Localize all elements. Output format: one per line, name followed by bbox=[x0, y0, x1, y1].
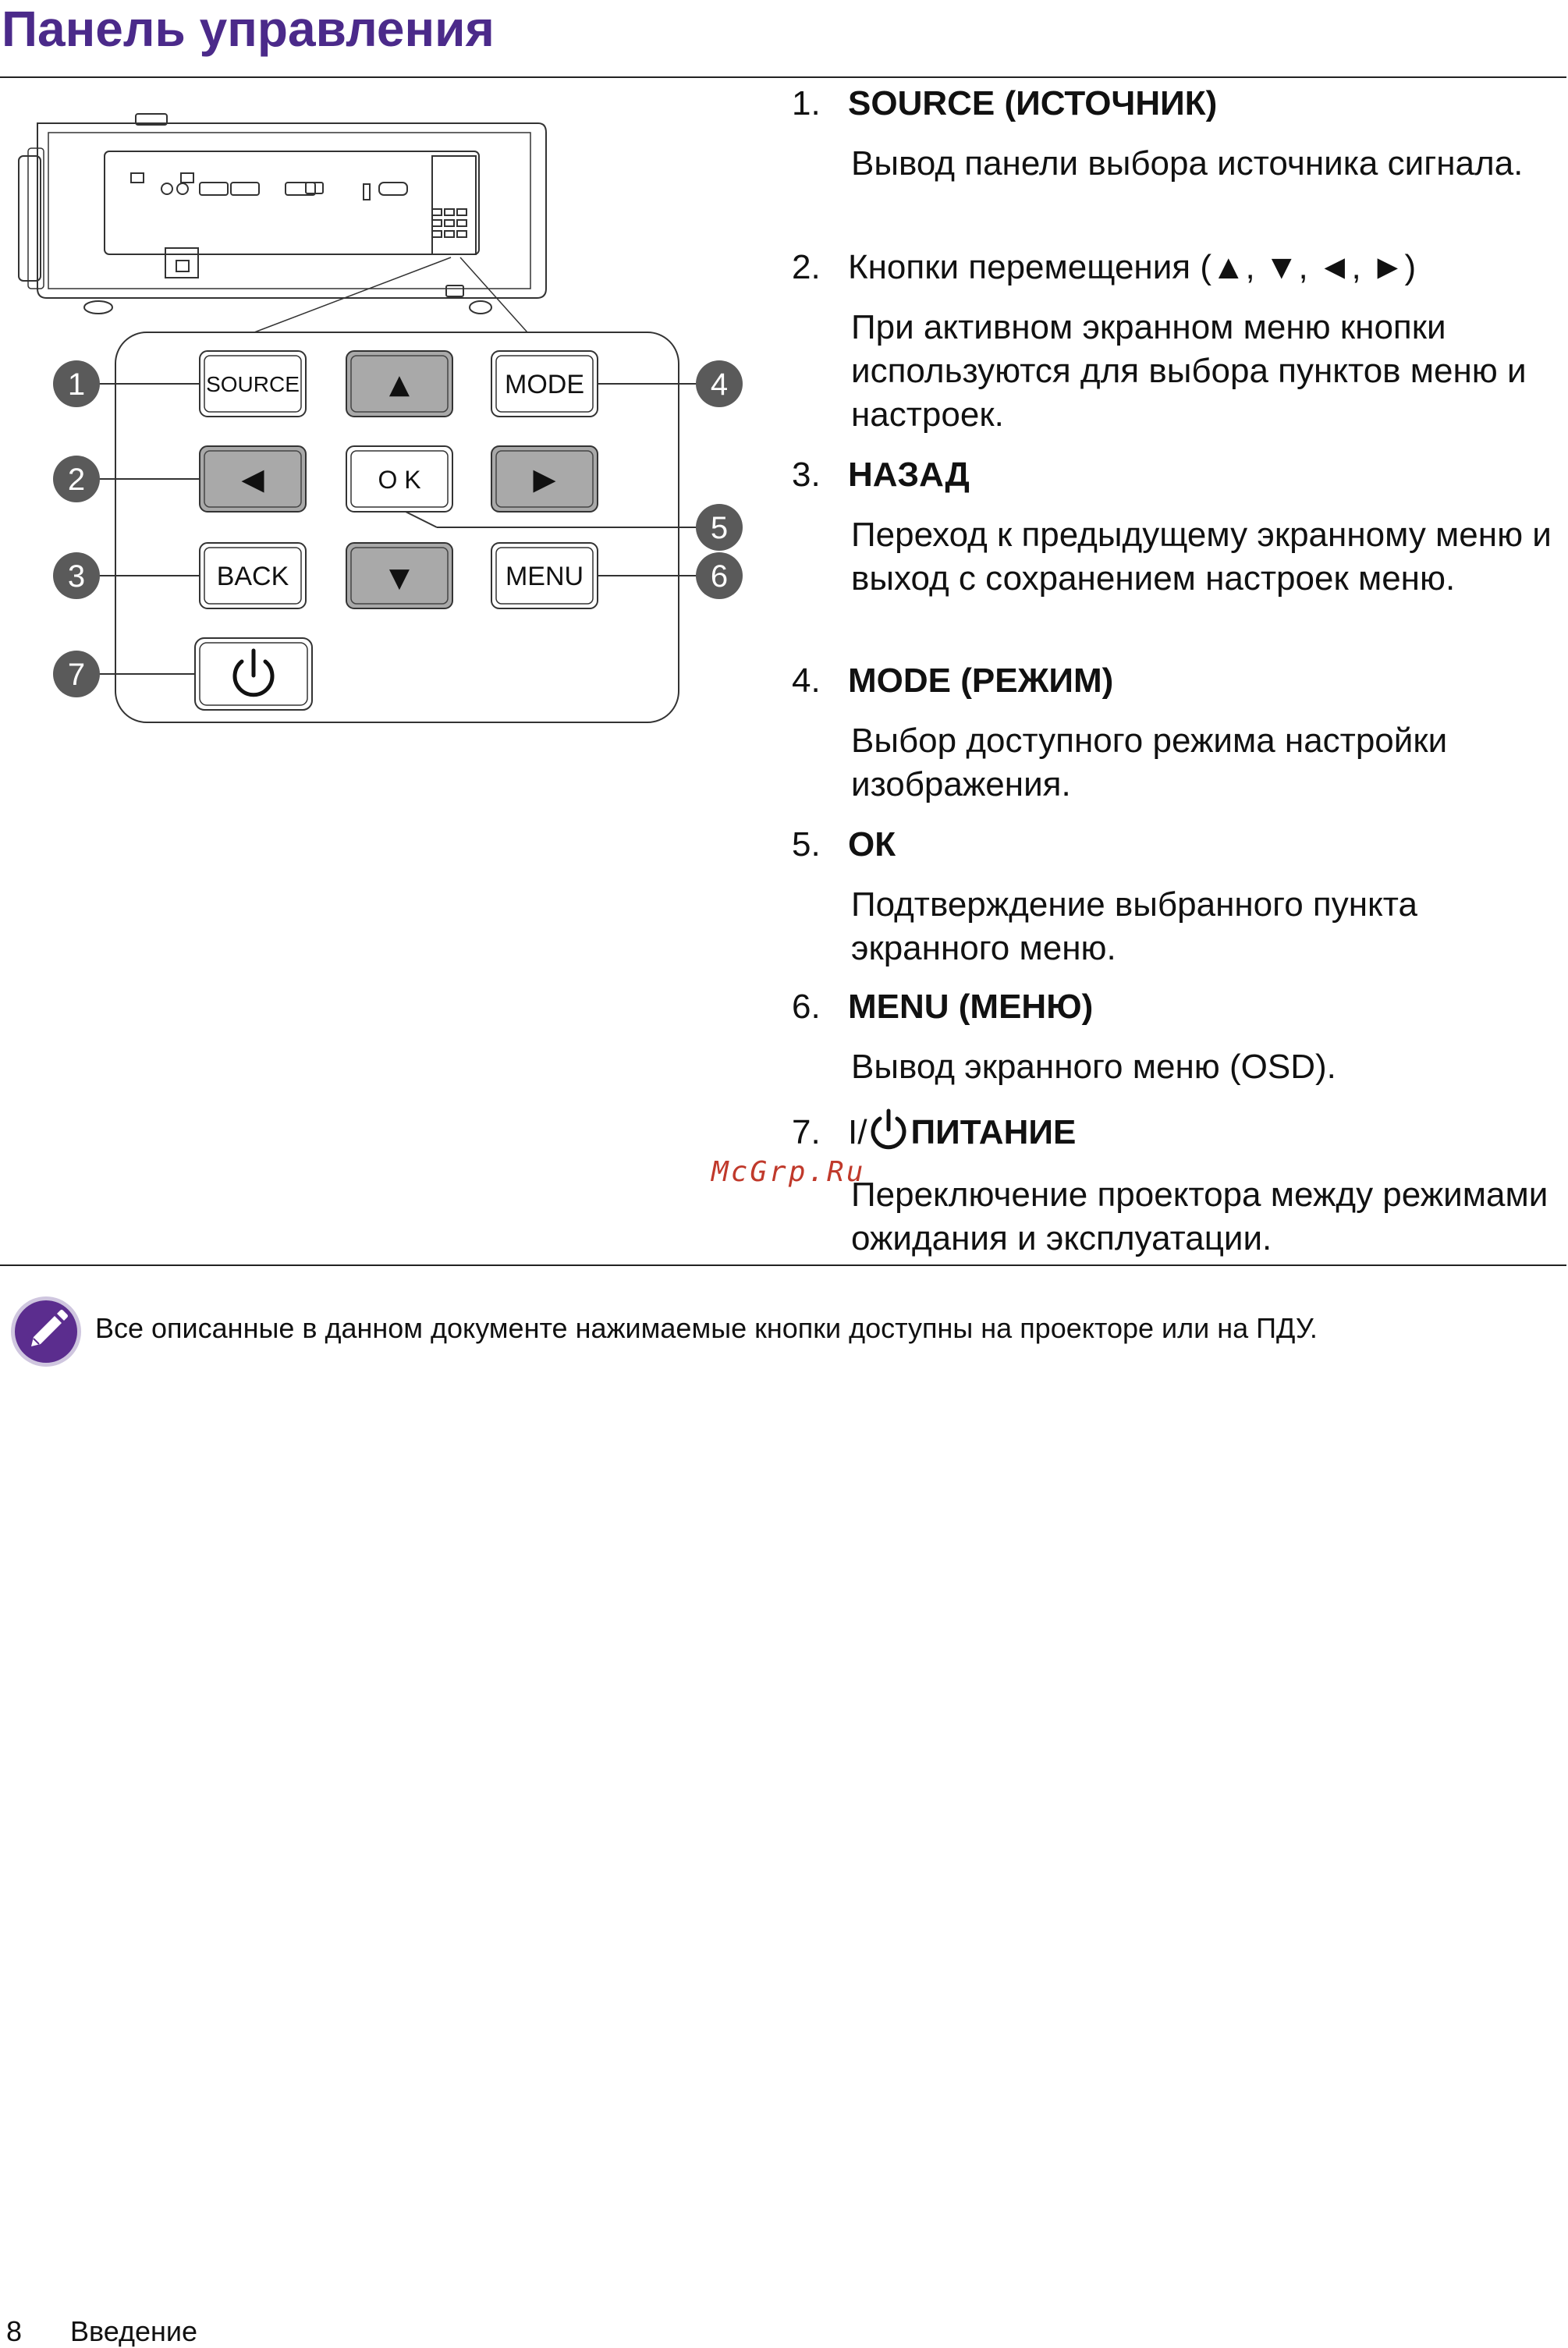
svg-text:▼: ▼ bbox=[388, 562, 410, 594]
callout-5 bbox=[696, 504, 743, 551]
power-icon bbox=[867, 1108, 910, 1151]
callout-3 bbox=[53, 552, 100, 599]
header-rule bbox=[0, 76, 1566, 78]
svg-text:5: 5 bbox=[710, 511, 729, 545]
item-6-description: Вывод экранного меню (OSD). bbox=[851, 1048, 1336, 1086]
back-button[interactable] bbox=[200, 543, 306, 608]
page-number: 8 bbox=[6, 2315, 23, 2347]
item-7-heading: 7. I/ ПИТАНИЕ bbox=[792, 1108, 1076, 1152]
svg-text:SOURCE: SOURCE bbox=[206, 372, 300, 396]
svg-text:4: 4 bbox=[710, 367, 729, 402]
svg-text:BACK: BACK bbox=[216, 562, 289, 591]
pencil-icon bbox=[9, 1295, 83, 1368]
item-4-heading: 4. MODE (РЕЖИМ) bbox=[792, 661, 1114, 700]
svg-text:▲: ▲ bbox=[388, 369, 410, 400]
item-3-description: Переход к предыдущему экранному меню и выход с сохранением настроек меню. bbox=[851, 516, 1552, 598]
item-2-heading: 2. Кнопки перемещения (▲, ▼, ◄, ►) bbox=[792, 248, 1417, 286]
item-4-description: Выбор доступного режима настройки изображения. bbox=[851, 722, 1448, 803]
page-title: Панель управления bbox=[2, 1, 495, 57]
svg-text:3: 3 bbox=[67, 559, 86, 594]
source-button[interactable] bbox=[200, 351, 306, 417]
up-button[interactable] bbox=[346, 351, 452, 417]
svg-text:▶: ▶ bbox=[533, 462, 556, 496]
item-1-heading: 1. SOURCE (ИСТОЧНИК) bbox=[792, 84, 1218, 122]
callout-7 bbox=[53, 651, 100, 697]
svg-text:1: 1 bbox=[67, 367, 86, 402]
item-7-description: Переключение проектора между режимами ожидания и эксплуатации. bbox=[851, 1176, 1548, 1257]
callout-6 bbox=[696, 552, 743, 599]
ok-button[interactable] bbox=[346, 446, 452, 512]
menu-button[interactable] bbox=[491, 543, 598, 608]
svg-text:2: 2 bbox=[67, 463, 86, 497]
item-5-description: Подтверждение выбранного пункта экранного меню. bbox=[851, 885, 1417, 967]
note-top-rule bbox=[0, 1264, 1566, 1266]
down-button[interactable] bbox=[346, 543, 452, 608]
item-3-heading: 3. НАЗАД bbox=[792, 456, 970, 494]
item-6-heading: 6. MENU (МЕНЮ) bbox=[792, 988, 1094, 1026]
mode-button[interactable] bbox=[491, 351, 598, 417]
svg-text:MENU: MENU bbox=[505, 562, 584, 591]
projector-illustration bbox=[19, 114, 546, 332]
note-text: Все описанные в данном документе нажимаемые кнопки доступны на проекторе или на ПДУ. bbox=[95, 1312, 1318, 1344]
watermark: McGrp.Ru bbox=[711, 1156, 866, 1188]
page-footer bbox=[6, 2315, 197, 2348]
svg-text:MODE: MODE bbox=[505, 370, 584, 399]
section-name: Введение bbox=[70, 2315, 198, 2347]
power-button[interactable] bbox=[195, 638, 312, 710]
callout-1 bbox=[53, 360, 100, 407]
svg-text:◀: ◀ bbox=[241, 462, 264, 496]
item-2-description: При активном экранном меню кнопки используются для выбора пунктов меню и настроек. bbox=[851, 308, 1527, 434]
control-panel-diagram bbox=[0, 101, 780, 749]
svg-text:7: 7 bbox=[67, 658, 86, 692]
item-5-heading: 5. ОК bbox=[792, 825, 896, 864]
power-prefix: I/ bbox=[848, 1113, 867, 1151]
callout-4 bbox=[696, 360, 743, 407]
callout-2 bbox=[53, 456, 100, 502]
svg-text:O K: O K bbox=[378, 466, 421, 494]
svg-text:6: 6 bbox=[710, 559, 729, 594]
item-1-description: Вывод панели выбора источника сигнала. bbox=[851, 144, 1524, 183]
right-button[interactable] bbox=[491, 446, 598, 512]
left-button[interactable] bbox=[200, 446, 306, 512]
